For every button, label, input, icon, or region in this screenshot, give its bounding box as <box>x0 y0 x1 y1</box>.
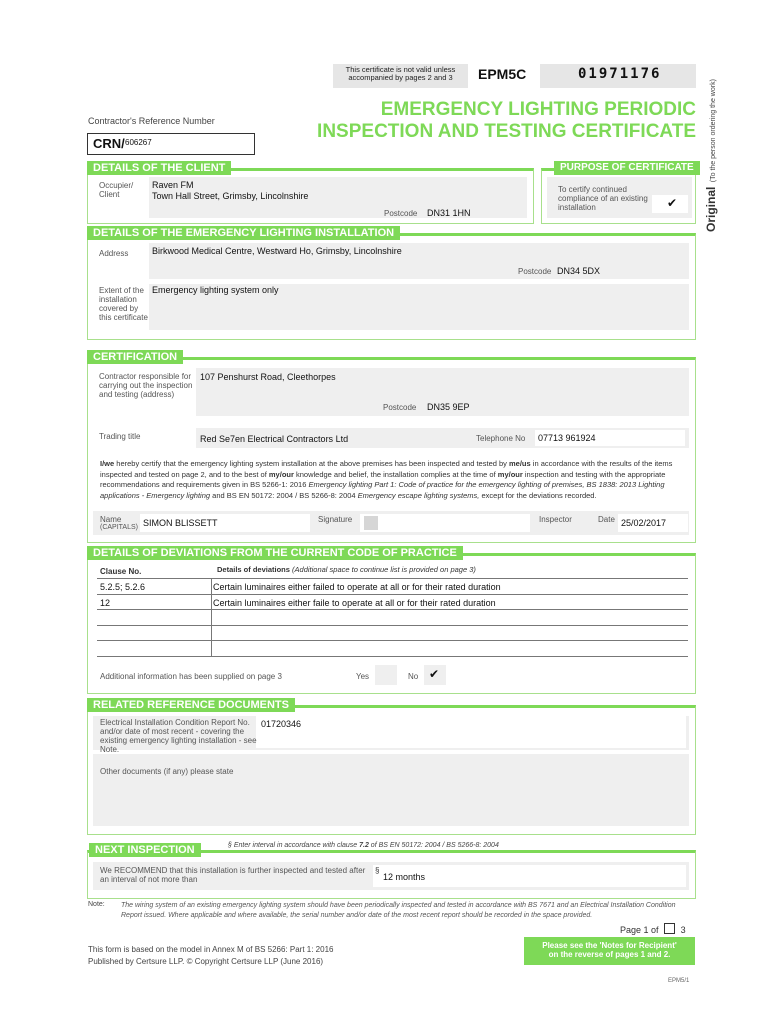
decl-11: Emergency escape lighting systems, <box>357 490 480 500</box>
crn-value: 606267 <box>125 138 152 147</box>
col-details-header <box>217 565 476 574</box>
signature-field <box>360 514 530 532</box>
decl-meus: me/us <box>509 459 531 468</box>
trading-label: Trading title <box>99 432 141 441</box>
table-line <box>97 609 688 610</box>
next-inspection-note <box>228 842 499 849</box>
contractor-address: 107 Penshurst Road, Cleethorpes <box>200 372 336 382</box>
deviations-heading: DETAILS OF DEVIATIONS FROM THE CURRENT CODE OF PRACTICE <box>87 546 463 560</box>
installation-postcode-label: Postcode <box>518 267 552 276</box>
recommend-text: We RECOMMEND that this installation is further inspected and tested after an interval of not more than <box>100 866 366 884</box>
client-postcode-label: Postcode <box>384 209 418 218</box>
decl-4: in accordance with the results of the items inspected and tested on page 2, and to the best of <box>100 459 673 479</box>
validity-note-box <box>333 64 468 88</box>
other-docs-bg <box>93 754 689 826</box>
yes-box[interactable] <box>375 665 397 685</box>
client-address: Town Hall Street, Grimsby, Lincolnshire <box>152 191 309 201</box>
additional-info-label: Additional information has been supplied on page 3 <box>100 672 282 681</box>
table-line <box>97 578 688 579</box>
col-details-note: (Additional space to continue list is provided on page 3) <box>289 565 476 574</box>
signature-label: Signature <box>318 515 353 524</box>
table-line <box>97 594 688 595</box>
decl-2: hereby certify that the emergency lighting system installation at the above premises has been inspected and tested by <box>114 459 509 468</box>
purpose-heading: PURPOSE OF CERTIFICATE <box>554 161 700 175</box>
decl-12: except for the deviations recorded. <box>479 490 597 500</box>
deviation-row-1-clause: 5.2.5; 5.2.6 <box>100 582 146 592</box>
purpose-tick: ✔ <box>667 196 678 210</box>
no-tick: ✔ <box>429 667 440 681</box>
decl-8: inspection and testing with the appropriate recommendations and requirements given in BS 5266-1: 2016 <box>100 469 666 489</box>
eicr-value: 01720346 <box>261 719 302 729</box>
other-docs-label: Other documents (if any) please state <box>100 767 234 776</box>
contractor-postcode: DN35 9EP <box>427 402 470 412</box>
declaration-text <box>100 459 688 501</box>
table-divider <box>211 578 212 656</box>
note-clause: 7.2 <box>359 842 369 849</box>
model-line1: This form is based on the model in Annex M of BS 5266: Part 1: 2016 <box>88 945 334 954</box>
telephone-label: Telephone No <box>476 434 526 443</box>
note-3: of BS EN 50172: 2004 / BS 5266-8: 2004 <box>368 842 499 849</box>
no-label: No <box>408 672 419 681</box>
decl-myour2: my/our <box>497 469 523 479</box>
telephone: 07713 961924 <box>538 433 596 443</box>
installation-heading: DETAILS OF THE EMERGENCY LIGHTING INSTALLATION <box>87 226 400 240</box>
deviation-row-2-details: Certain luminaires either faile to operate at all or for their rated duration <box>213 598 496 608</box>
installation-extent-label: Extent of the installation covered by this certificate <box>99 286 148 322</box>
form-footer-code: EPM5/1 <box>668 978 690 984</box>
deviation-row-2-clause: 12 <box>100 598 111 608</box>
decl-10: and BS EN 50172: 2004 / BS 5266-8: 2004 <box>210 490 358 500</box>
recipient-line1: Please see the 'Notes for Recipient' <box>542 941 677 950</box>
model-line2: Published by Certsure LLP. © Copyright Certsure LLP (June 2016) <box>88 957 324 966</box>
deviation-row-1-details: Certain luminaires either failed to operate at all or for their rated duration <box>213 582 501 592</box>
decl-9: Emergency lighting Part 1: Code of practice for the emergency lighting of premises, BS 1838: 2013 Lighting applications - Emergency lighting <box>100 480 665 500</box>
recipient-line2: on the reverse of pages 1 and 2. <box>548 950 671 959</box>
installation-postcode: DN34 5DX <box>557 266 601 276</box>
client-occupier-label: Occupier/ Client <box>99 181 134 199</box>
installation-address-label: Address <box>99 249 129 258</box>
decl-6: knowledge and belief, the installation complies at the time of <box>293 469 498 479</box>
client-name: Raven FM <box>152 180 194 190</box>
section-mark: § <box>375 866 380 875</box>
note-1: § Enter interval in accordance with clause <box>228 842 360 849</box>
col-clause-header: Clause No. <box>100 567 142 576</box>
yes-label: Yes <box>356 672 370 681</box>
form-code: EPM5C <box>478 66 527 82</box>
page-box-icon <box>664 923 675 934</box>
inspector-label: Inspector <box>539 515 572 524</box>
crn-box <box>87 133 255 155</box>
table-line <box>97 640 688 641</box>
interval-value: 12 months <box>383 872 426 882</box>
side-note: (To the person ordering the work) <box>710 79 717 183</box>
capitals-label: (CAPITALS) <box>100 524 138 531</box>
installation-extent: Emergency lighting system only <box>152 285 279 295</box>
trading-title: Red Se7en Electrical Contractors Ltd <box>200 434 349 444</box>
next-inspection-heading: NEXT INSPECTION <box>89 843 201 857</box>
table-line <box>97 625 688 626</box>
page-total: 3 <box>680 925 686 935</box>
contractor-ref-label: Contractor's Reference Number <box>88 116 215 126</box>
title-line2: INSPECTION AND TESTING CERTIFICATE <box>317 121 696 142</box>
footer-note-text: The wiring system of an existing emergency lighting system should have been periodically inspected and tested in accordance with BS 7671 and an Electrical Installation Condition Report issued. Where applicable and where available, the serial number and/or date of the most recent report should be recorded in the space provided. <box>121 902 676 919</box>
client-heading: DETAILS OF THE CLIENT <box>87 161 231 175</box>
name-label: Name <box>100 515 122 524</box>
signer-name: SIMON BLISSETT <box>143 518 218 528</box>
page-prefix: Page 1 of <box>620 925 659 935</box>
side-label <box>702 62 720 232</box>
contractor-postcode-label: Postcode <box>383 403 417 412</box>
table-line <box>97 656 688 657</box>
date: 25/02/2017 <box>621 518 667 528</box>
related-heading: RELATED REFERENCE DOCUMENTS <box>87 698 295 712</box>
client-postcode: DN31 1HN <box>427 208 471 218</box>
decl-iwe: I/we <box>100 459 115 468</box>
date-label: Date <box>598 515 615 524</box>
recipient-box <box>524 937 695 965</box>
signature-icon <box>364 516 378 530</box>
col-details-label: Details of deviations <box>217 565 290 574</box>
page-number <box>620 923 686 935</box>
validity-note: This certificate is not valid unless accompanied by pages 2 and 3 <box>345 65 456 82</box>
serial-number: 01971176 <box>578 66 662 82</box>
side-original: Original <box>704 186 718 232</box>
purpose-text: To certify continued compliance of an existing installation <box>558 185 648 212</box>
eicr-label: Electrical Installation Condition Report No. and/or date of most recent - covering the existing emergency lighting installation - see Note. <box>100 718 257 754</box>
certification-heading: CERTIFICATION <box>87 350 183 364</box>
contractor-label: Contractor responsible for carrying out the inspection and testing (address) <box>99 372 193 399</box>
installation-address: Birkwood Medical Centre, Westward Ho, Grimsby, Lincolnshire <box>152 246 402 256</box>
eicr-field <box>256 716 686 748</box>
title-line1: EMERGENCY LIGHTING PERIODIC <box>380 99 696 120</box>
decl-myour1: my/our <box>268 469 294 479</box>
crn-prefix: CRN/ <box>93 136 125 151</box>
footer-note-label: Note: <box>88 901 105 908</box>
